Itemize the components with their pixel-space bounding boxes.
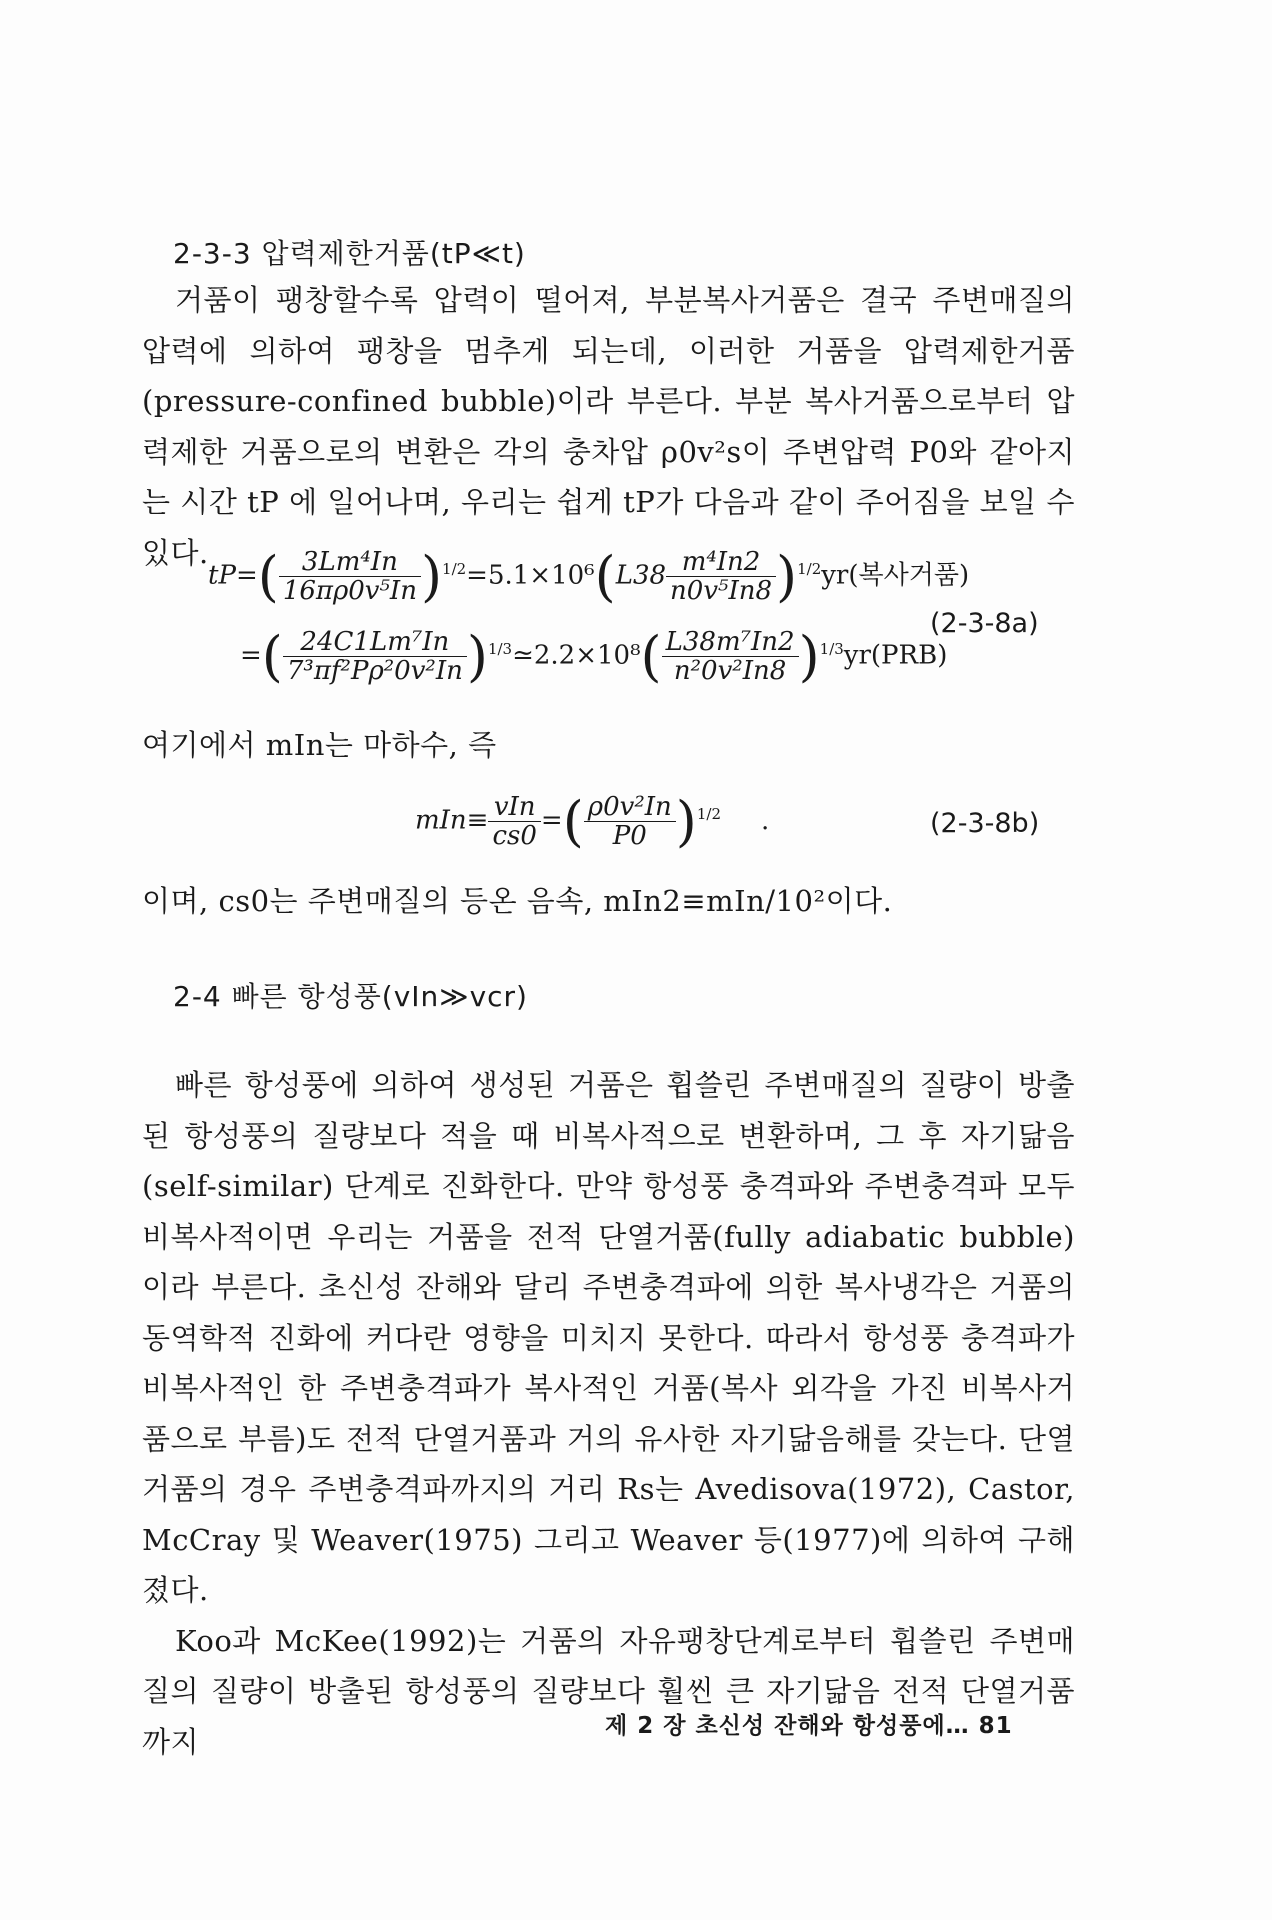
equation-number-8b: (2-3-8b) <box>930 808 1040 839</box>
eq-coefficient-2: ≃2.2×10⁸ <box>512 640 641 671</box>
eq-denominator-2: n0v⁵In8 <box>670 576 773 606</box>
paragraph-text-2: Koo과 McKee(1992)는 거품의 자유팽창단계로부터 휩쓸린 주변매질의 질량이 방출된 항성풍의 질량보다 훨씬 큰 자기닮음 전적 단열거품까지 <box>142 1623 1075 1759</box>
eq-denominator: cs0 <box>492 821 537 851</box>
equation-2-3-8b: mIn≡ $\frac{\text{vIn}}{cs0}$ =( $\frac{\text{ρ0v²In}}{P0}$ )$^{1/2}$ . <box>415 790 770 853</box>
paragraph-fast-wind <box>142 1060 1075 1767</box>
paragraph-text: 여기에서 mIn는 마하수, 즉 <box>142 728 497 762</box>
eq-numerator-4: L38m⁷In2 <box>662 628 799 657</box>
eq-denominator: 16πρ0v⁵In <box>282 576 417 606</box>
paragraph-text: 이며, cs0는 주변매질의 등온 음속, mIn2≡mIn/10²이다. <box>142 884 893 918</box>
paragraph-where <box>142 720 1075 771</box>
equation-number-8a: (2-3-8a) <box>930 608 1039 639</box>
eq-numerator: 3Lm⁴In <box>279 548 421 577</box>
equation-2-3-8a-line1: tP=( $\frac{\text{3Lm⁴In}}{\text{16πρ0v⁵In}}$ )$^{1/2}$=5.1×10⁶(L38 $\frac{\text{m⁴In2}}{\text{n0v⁵In8}}$ )$^{1/2}$yr(복사거품) <box>208 545 970 608</box>
section-heading-2-4: 2-4 빠른 항성풍(vIn≫vcr) <box>173 980 528 1013</box>
eq-factor: L38 <box>615 560 667 591</box>
paragraph-text-1: 빠른 항성풍에 의하여 생성된 거품은 휩쓸린 주변매질의 질량이 방출된 항성풍의 질량보다 적을 때 비복사적으로 변환하며, 그 후 자기닮음 (self-similar) 단계로 진화한다. 만약 항성풍 충격파와 주변충격파 모두 비복사적이면 우리는 거품을 전적 단열거품(fully adiabatic bubble)이라 부른다. 초신성 잔해와 달리 주변충격파에 의한 복사냉각은 거품의 동역학적 진화에 커다란 영향을 미치지 못한다. 따라서 항성풍 충격파가 비복사적인 한 주변충격파가 복사적인 거품(복사 외각을 가진 비복사거품으로 부름)도 전적 단열거품과 거의 유사한 자기닮음해를 갖는다. 단열거품의 경우 주변충격파까지의 거리 Rs는 Avedisova(1972), Castor, McCray 및 Weaver(1975) 그리고 Weaver 등(1977)에 의하여 구해졌다. <box>142 1068 1075 1607</box>
eq-numerator-3: 24C1Lm⁷In <box>283 628 467 657</box>
eq-numerator-2: m⁴In2 <box>666 548 776 577</box>
eq-numerator: vIn <box>488 793 540 822</box>
eq-numerator-2: ρ0v²In <box>584 793 676 822</box>
eq-unit-radiative: yr(복사거품) <box>821 560 970 591</box>
paragraph-text: 거품이 팽창할수록 압력이 떨어져, 부분복사거품은 결국 주변매질의 압력에 의하여 팽창을 멈추게 되는데, 이러한 거품을 압력제한거품 (pressure-confined bubble)이라 부른다. 부분 복사거품으로부터 압력제한 거품으로의 변환은 각의 충차압 ρ0v²s이 주변압력 P0와 같아지는 시간 tP 에 일어나며, 우리는 쉽게 tP가 다음과 같이 주어짐을 보일 수 있다. <box>142 283 1075 570</box>
equation-2-3-8a-line2: =( $\frac{\text{24C1Lm⁷In}}{\text{7³πf²Pρ²0v²In}}$ )$^{1/3}$≃2.2×10⁸( $\frac{\text{L38m⁷In2}}{\text{n²0v²In8}}$ )$^{1/3}$yr(PRB) <box>240 625 948 688</box>
eq-denominator-2: P0 <box>612 821 647 851</box>
section-heading-2-3-3: 2-3-3 압력제한거품(tP≪t) <box>173 237 526 270</box>
eq-denominator-3: 7³πf²Pρ²0v²In <box>286 656 463 686</box>
eq-lhs: mIn≡ <box>415 805 489 836</box>
eq-unit-prb: yr(PRB) <box>843 640 948 671</box>
eq-denominator-4: n²0v²In8 <box>673 656 787 686</box>
paragraph-pressure-confined <box>142 275 1075 578</box>
page-footer: 제 2 장 초신성 잔해와 항성풍에… 81 <box>605 1713 1013 1739</box>
eq-coefficient: =5.1×10⁶ <box>466 560 595 591</box>
eq-lhs: tP= <box>208 560 258 591</box>
paragraph-after-eq <box>142 876 1075 927</box>
